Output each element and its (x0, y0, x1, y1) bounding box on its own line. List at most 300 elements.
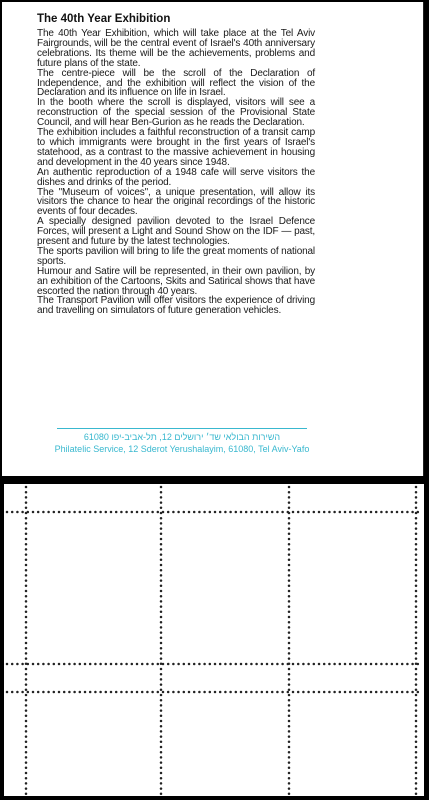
perforation-hole (160, 553, 163, 556)
perforation-hole (288, 585, 291, 588)
perforation-hole (288, 533, 291, 536)
perforation-hole (27, 691, 30, 694)
perforation-hole (160, 616, 163, 619)
perforation-hole (370, 691, 373, 694)
perforation-hole (160, 637, 163, 640)
perforation-hole (385, 663, 388, 666)
perforation-hole (193, 511, 196, 514)
perforation-hole (84, 691, 87, 694)
perforation-hole (229, 663, 232, 666)
perforation-hole (214, 663, 217, 666)
perforation-hole (415, 663, 418, 666)
perforation-hole (307, 663, 310, 666)
perforation-hole (58, 663, 61, 666)
perforation-hole (415, 704, 418, 707)
perforation-hole (415, 605, 418, 608)
perforation-hole (131, 691, 134, 694)
perforation-hole (281, 511, 284, 514)
perforation-hole (339, 511, 342, 514)
perforation-hole (160, 673, 163, 676)
info-card (2, 2, 424, 476)
perforation-hole (288, 621, 291, 624)
perforation-hole (401, 691, 404, 694)
perforation-hole (136, 511, 139, 514)
perforation-hole (25, 579, 28, 582)
perforation-hole (359, 691, 362, 694)
perforation-hole (288, 683, 291, 686)
perforation-hole (288, 741, 291, 744)
perforation-hole (47, 691, 50, 694)
perforation-hole (365, 663, 368, 666)
perforation-hole (160, 772, 163, 775)
perforation-hole (224, 663, 227, 666)
perforation-hole (25, 553, 28, 556)
perforation-hole (219, 663, 222, 666)
perforation-hole (318, 663, 321, 666)
perforation-hole (406, 663, 409, 666)
perforation-hole (240, 663, 243, 666)
perforation-hole (6, 663, 9, 666)
perforation-hole (160, 538, 163, 541)
perforation-hole (235, 511, 238, 514)
perforation-hole (25, 663, 28, 666)
perforation-hole (385, 691, 388, 694)
perforation-hole (415, 553, 418, 556)
perforation-hole (167, 663, 170, 666)
perforation-hole (288, 538, 291, 541)
perforation-hole (255, 663, 258, 666)
perforation-hole (120, 663, 123, 666)
perforation-hole (415, 611, 418, 614)
perforation-hole (25, 751, 28, 754)
perforation-hole (160, 579, 163, 582)
perforation-hole (42, 511, 45, 514)
perforation-hole (288, 501, 291, 504)
perforation-hole (415, 746, 418, 749)
perforation-hole (415, 574, 418, 577)
perforation-hole (16, 691, 19, 694)
perforation-hole (198, 663, 201, 666)
perforation-hole (141, 691, 144, 694)
perforation-hole (288, 663, 291, 666)
perforation-hole (411, 663, 414, 666)
footer-divider (57, 428, 307, 429)
perforation-hole (411, 511, 414, 514)
perforation-hole (328, 691, 331, 694)
perforation-hole (288, 642, 291, 645)
perforation-hole (172, 691, 175, 694)
perforation-hole (188, 663, 191, 666)
perforation-hole (79, 691, 82, 694)
perforation-hole (415, 559, 418, 562)
perforation-hole (94, 663, 97, 666)
perforation-hole (120, 691, 123, 694)
perforation-hole (146, 511, 149, 514)
perforation-hole (380, 663, 383, 666)
perforation-hole (25, 538, 28, 541)
perforation-hole (160, 517, 163, 520)
perforation-hole (250, 511, 253, 514)
perforation-hole (288, 715, 291, 718)
perforation-hole (415, 595, 418, 598)
perforation-hole (288, 746, 291, 749)
perforation-hole (177, 691, 180, 694)
perforation-hole (219, 511, 222, 514)
perforation-hole (188, 511, 191, 514)
perforation-hole (229, 511, 232, 514)
perforation-hole (79, 663, 82, 666)
perforation-hole (281, 663, 284, 666)
perforation-hole (288, 782, 291, 785)
perforation-hole (68, 663, 71, 666)
perforation-hole (115, 663, 118, 666)
paragraph: The "Museum of voices", a unique presentation, will allow its visitors the chance to hear the original recordings of the historic events of four decades. (37, 186, 315, 218)
perforation-hole (160, 585, 163, 588)
perforation-hole (160, 626, 163, 629)
perforation-hole (110, 663, 113, 666)
perforation-hole (105, 663, 108, 666)
perforation-hole (396, 691, 399, 694)
perforation-hole (84, 663, 87, 666)
perforation-hole (365, 511, 368, 514)
perforation-hole (25, 782, 28, 785)
perforation-hole (160, 595, 163, 598)
perforation-hole (288, 777, 291, 780)
perforation-hole (105, 691, 108, 694)
perforation-hole (47, 663, 50, 666)
perforation-hole (288, 522, 291, 525)
perforation-hole (25, 647, 28, 650)
perforation-hole (25, 496, 28, 499)
perforation-hole (415, 527, 418, 530)
perforation-hole (53, 663, 56, 666)
perforation-hole (160, 501, 163, 504)
perforation-hole (25, 507, 28, 510)
perforation-hole (333, 511, 336, 514)
perforation-hole (25, 631, 28, 634)
perforated-stamp-sheet (4, 484, 424, 796)
perforation-hole (21, 691, 24, 694)
perforation-hole (131, 511, 134, 514)
perforation-hole (25, 741, 28, 744)
perforation-hole (73, 511, 76, 514)
perforation-hole (160, 668, 163, 671)
perforation-hole (288, 751, 291, 754)
perforation-hole (323, 663, 326, 666)
perforation-hole (172, 511, 175, 514)
perforation-hole (281, 691, 284, 694)
perforation-hole (288, 694, 291, 697)
perforation-hole (203, 691, 206, 694)
perforation-hole (160, 689, 163, 692)
perforation-hole (160, 787, 163, 790)
perforation-hole (203, 511, 206, 514)
perforation-hole (203, 663, 206, 666)
perforation-hole (415, 689, 418, 692)
perforation-hole (287, 691, 290, 694)
perforation-hole (415, 564, 418, 567)
perforation-hole (25, 642, 28, 645)
paragraph: The centre-piece will be the scroll of the Declaration of Independence, and the exhibition will reflect the vision of the Declaration and its influence on life in Israel. (37, 67, 315, 99)
perforation-hole (89, 691, 92, 694)
perforation-hole (125, 663, 128, 666)
perforation-hole (160, 725, 163, 728)
perforation-hole (160, 491, 163, 494)
perforation-hole (209, 663, 212, 666)
perforation-hole (307, 511, 310, 514)
perforation-hole (209, 691, 212, 694)
perforation-hole (288, 720, 291, 723)
perforation-hole (354, 691, 357, 694)
perforation-hole (25, 637, 28, 640)
perforation-hole (250, 691, 253, 694)
perforation-hole (25, 616, 28, 619)
perforation-hole (25, 590, 28, 593)
perforation-hole (11, 663, 14, 666)
perforation-hole (89, 663, 92, 666)
perforation-hole (401, 511, 404, 514)
perforation-hole (183, 691, 186, 694)
perforation-hole (160, 527, 163, 530)
perforation-hole (415, 600, 418, 603)
perforation-hole (323, 511, 326, 514)
perforation-hole (224, 691, 227, 694)
perforation-hole (160, 559, 163, 562)
perforation-hole (160, 683, 163, 686)
perforation-hole (160, 590, 163, 593)
perforation-hole (146, 691, 149, 694)
perforation-hole (110, 691, 113, 694)
perforation-hole (160, 611, 163, 614)
perforation-hole (302, 691, 305, 694)
perforation-hole (219, 691, 222, 694)
perforation-hole (415, 709, 418, 712)
perforation-hole (157, 511, 160, 514)
perforation-hole (245, 511, 248, 514)
perforation-hole (288, 637, 291, 640)
perforation-hole (266, 691, 269, 694)
perforation-hole (94, 511, 97, 514)
perforation-hole (25, 725, 28, 728)
perforation-hole (160, 512, 163, 515)
perforation-hole (6, 511, 9, 514)
perforation-grid (4, 484, 424, 796)
perforation-hole (318, 511, 321, 514)
perforation-hole (32, 663, 35, 666)
footer-hebrew-address: השירות הבולאי שד׳ ירושלים 12, תל-אביב-יפו 61080 (83, 432, 281, 442)
perforation-hole (177, 663, 180, 666)
perforation-hole (25, 517, 28, 520)
perforation-hole (151, 663, 154, 666)
perforation-hole (415, 699, 418, 702)
perforation-hole (193, 663, 196, 666)
perforation-hole (288, 564, 291, 567)
perforation-hole (25, 569, 28, 572)
perforation-hole (160, 663, 163, 666)
perforation-hole (288, 590, 291, 593)
perforation-hole (63, 663, 65, 666)
perforation-hole (370, 511, 373, 514)
perforation-hole (415, 782, 418, 785)
perforation-hole (25, 512, 28, 515)
perforation-hole (214, 691, 217, 694)
perforation-hole (25, 689, 28, 692)
perforation-hole (16, 663, 19, 666)
perforation-hole (415, 761, 418, 764)
perforation-hole (160, 777, 163, 780)
paragraph: An authentic reproduction of a 1948 cafe will serve visitors the dishes and drinks of the period. (37, 166, 315, 188)
perforation-hole (375, 663, 378, 666)
perforation-hole (349, 663, 352, 666)
perforation-hole (42, 663, 45, 666)
perforation-hole (415, 543, 418, 546)
perforation-hole (25, 767, 28, 770)
perforation-hole (21, 663, 24, 666)
paragraph: The exhibition includes a faithful reconstruction of a transit camp to which immigrants were brought in the first years of Israel's statehood, as a contrast to the massive achievement in housing and development in the 40 years since 1948. (37, 127, 315, 168)
perforation-hole (288, 616, 291, 619)
perforation-hole (339, 691, 342, 694)
perforation-hole (328, 511, 331, 514)
perforation-hole (136, 691, 139, 694)
perforation-hole (415, 735, 418, 738)
perforation-hole (415, 793, 418, 796)
perforation-hole (11, 691, 14, 694)
perforation-hole (63, 691, 65, 694)
perforation-hole (125, 691, 128, 694)
perforation-hole (160, 741, 163, 744)
perforation-hole (25, 720, 28, 723)
perforation-hole (160, 756, 163, 759)
perforation-hole (157, 663, 160, 666)
perforation-hole (344, 691, 347, 694)
perforation-hole (193, 691, 196, 694)
perforation-hole (11, 511, 14, 514)
perforation-hole (288, 787, 291, 790)
perforation-hole (417, 691, 420, 694)
perforation-hole (415, 579, 418, 582)
perforation-hole (183, 511, 186, 514)
perforation-hole (415, 507, 418, 510)
perforation-hole (255, 691, 258, 694)
perforation-hole (160, 496, 163, 499)
document-title: The 40th Year Exhibition (37, 13, 171, 25)
perforation-hole (245, 691, 248, 694)
perforation-hole (288, 652, 291, 655)
perforation-hole (288, 689, 291, 692)
perforation-hole (415, 715, 418, 718)
perforation-hole (391, 511, 394, 514)
perforation-hole (344, 511, 347, 514)
perforation-hole (276, 691, 279, 694)
footer-english-address: Philatelic Service, 12 Sderot Yerushalayim, 61080, Tel Aviv-Yafo (54, 444, 310, 454)
perforation-hole (25, 793, 28, 796)
perforation-hole (415, 787, 418, 790)
perforation-hole (288, 709, 291, 712)
perforation-hole (302, 663, 305, 666)
perforation-hole (240, 691, 243, 694)
perforation-hole (25, 595, 28, 598)
perforation-hole (415, 501, 418, 504)
perforation-hole (25, 621, 28, 624)
perforation-hole (160, 715, 163, 718)
perforation-hole (79, 511, 82, 514)
perforation-hole (261, 691, 264, 694)
perforation-hole (344, 663, 347, 666)
perforation-hole (391, 663, 394, 666)
perforation-hole (105, 511, 108, 514)
perforation-hole (160, 704, 163, 707)
document-body (37, 29, 315, 316)
perforation-hole (288, 611, 291, 614)
perforation-hole (415, 616, 418, 619)
perforation-hole (25, 756, 28, 759)
perforation-hole (288, 767, 291, 770)
perforation-hole (25, 694, 28, 697)
perforation-hole (160, 761, 163, 764)
perforation-hole (115, 511, 118, 514)
perforation-hole (354, 511, 357, 514)
perforation-hole (415, 694, 418, 697)
perforation-hole (415, 767, 418, 770)
paragraph: The Transport Pavilion will offer visitors the experience of driving and travelling on simulators of future generation vehicles. (37, 295, 315, 317)
perforation-hole (110, 511, 113, 514)
perforation-hole (160, 507, 163, 510)
perforation-hole (160, 631, 163, 634)
perforation-hole (84, 511, 87, 514)
perforation-hole (25, 699, 28, 702)
perforation-hole (415, 772, 418, 775)
perforation-hole (25, 626, 28, 629)
perforation-hole (288, 579, 291, 582)
perforation-hole (25, 673, 28, 676)
perforation-hole (288, 793, 291, 796)
perforation-hole (375, 511, 378, 514)
perforation-hole (288, 657, 291, 660)
perforation-hole (160, 782, 163, 785)
perforation-hole (16, 511, 19, 514)
perforation-hole (25, 761, 28, 764)
perforation-hole (58, 511, 61, 514)
perforation-hole (209, 511, 212, 514)
perforation-hole (415, 751, 418, 754)
perforation-hole (415, 637, 418, 640)
perforation-hole (288, 725, 291, 728)
perforation-hole (160, 522, 163, 525)
perforation-hole (141, 663, 144, 666)
perforation-hole (125, 511, 128, 514)
perforation-hole (415, 517, 418, 520)
perforation-hole (235, 663, 238, 666)
perforation-hole (53, 511, 56, 514)
perforation-hole (415, 585, 418, 588)
perforation-hole (160, 720, 163, 723)
perforation-hole (25, 585, 28, 588)
perforation-hole (415, 512, 418, 515)
perforation-hole (276, 511, 279, 514)
perforation-hole (415, 673, 418, 676)
perforation-hole (37, 691, 40, 694)
perforation-hole (288, 673, 291, 676)
perforation-hole (313, 691, 316, 694)
perforation-hole (160, 652, 163, 655)
perforation-hole (302, 511, 305, 514)
perforation-hole (25, 605, 28, 608)
perforation-hole (68, 691, 71, 694)
perforation-hole (297, 663, 300, 666)
perforation-hole (288, 595, 291, 598)
perforation-hole (32, 511, 35, 514)
perforation-hole (288, 605, 291, 608)
